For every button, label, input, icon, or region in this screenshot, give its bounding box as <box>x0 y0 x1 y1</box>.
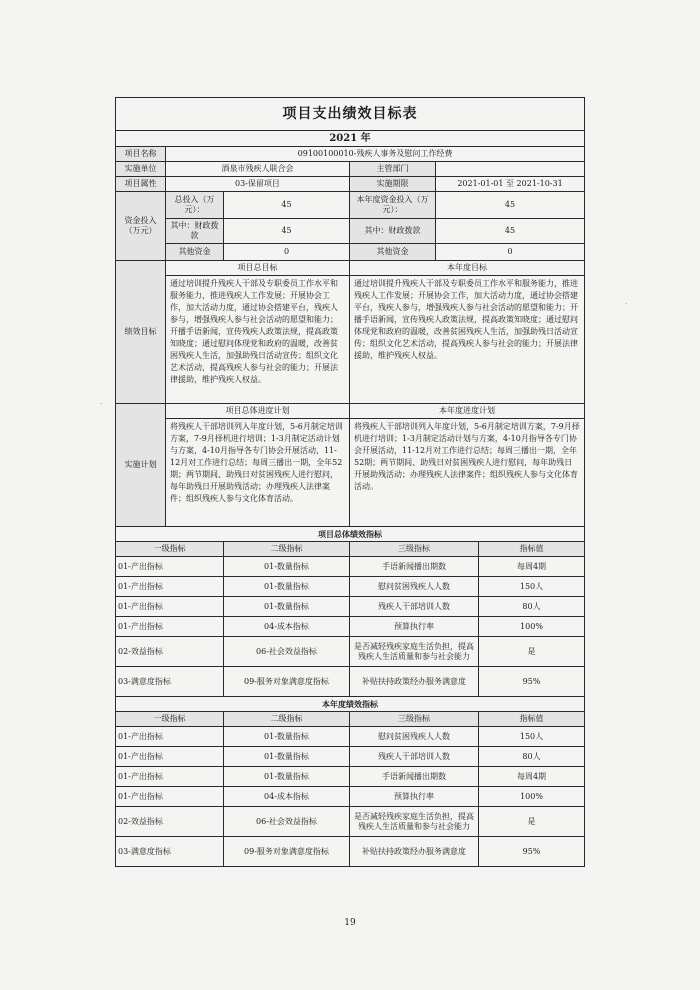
level2-cell: 01-数量指标 <box>224 767 350 787</box>
table-row <box>116 787 585 807</box>
value-cell: 是 <box>479 637 585 667</box>
col-level3: 三级指标 <box>350 712 479 727</box>
project-name-label: 项目名称 <box>116 147 166 162</box>
level2-cell: 01-数量指标 <box>224 727 350 747</box>
fiscal-appropriation-value: 45 <box>224 219 350 244</box>
supervising-dept-value <box>436 162 585 177</box>
funds-label: 资金投入（万元） <box>116 192 166 261</box>
level3-cell: 残疾人干部培训人数 <box>350 747 479 767</box>
annual-goal-heading: 本年度目标 <box>350 261 585 276</box>
annual-plan-text: 将残疾人干部培训列入年度计划，5-6月制定培训方案，7-9月择机进行培训；1-3月制定活动计划与方案，4-10月指导各专门协会开展活动，11-12月对工作进行总结；每周三播出一期，全年52期；两节期间、助残日对贫困残疾人进行慰问，每年助残日开展助残活动；办理残疾人法律案件；组织残疾人参与文化体育活动。 <box>350 419 585 527</box>
level2-cell: 06-社会效益指标 <box>224 637 350 667</box>
annual-fiscal-appropriation-label: 其中：财政拨款 <box>350 219 436 244</box>
level3-cell: 预算执行率 <box>350 617 479 637</box>
table-row <box>116 617 585 637</box>
level1-cell: 01-产出指标 <box>116 787 224 807</box>
col-level1: 一级指标 <box>116 712 224 727</box>
level2-cell: 01-数量指标 <box>224 747 350 767</box>
level3-cell: 残疾人干部培训人数 <box>350 597 479 617</box>
performance-target-sheet <box>115 97 584 867</box>
level1-cell: 01-产出指标 <box>116 767 224 787</box>
supervising-dept-label: 主管部门 <box>350 162 436 177</box>
other-funds-label: 其他资金 <box>166 244 224 261</box>
annual-goal-text: 通过培训提升残疾人干部及专职委员工作水平和服务能力，推进残疾人工作发展；开展协会工作，加大活动力度，通过协会搭建平台，残疾人参与，增强残疾人参与社会活动的愿望和能力；开播手语新闻，宣传残疾人政策法规，提高政策知晓度；通过慰问体现党和政府的温暖，改善贫困残疾人生活，加强助残日活动宣传；组织文化艺术活动，提高残疾人参与社会的能力；开展法律援助，维护残疾人权益。 <box>350 276 585 404</box>
level1-cell: 01-产出指标 <box>116 597 224 617</box>
value-cell: 150人 <box>479 577 585 597</box>
col-level3: 三级指标 <box>350 542 479 557</box>
period-label: 实施期限 <box>350 177 436 192</box>
level2-cell: 06-社会效益指标 <box>224 807 350 837</box>
col-target-value: 指标值 <box>479 712 585 727</box>
table-row <box>116 637 585 667</box>
value-cell: 是 <box>479 807 585 837</box>
level2-cell: 09-服务对象满意度指标 <box>224 667 350 697</box>
total-investment-label: 总投入（万元）： <box>166 192 224 219</box>
implementation-plan-label: 实施计划 <box>116 404 166 527</box>
project-name-value: 09100100010-残疾人事务及慰问工作经费 <box>166 147 585 162</box>
level1-cell: 01-产出指标 <box>116 617 224 637</box>
annual-indicators-heading: 本年度绩效指标 <box>116 697 585 712</box>
overall-indicators-heading: 项目总体绩效指标 <box>116 527 585 542</box>
value-cell: 95% <box>479 667 585 697</box>
table-row <box>116 747 585 767</box>
level3-cell: 补贴扶持政策经办服务满意度 <box>350 667 479 697</box>
level2-cell: 04-成本指标 <box>224 617 350 637</box>
project-attribute-value: 03-保留项目 <box>166 177 350 192</box>
value-cell: 80人 <box>479 747 585 767</box>
level2-cell: 01-数量指标 <box>224 577 350 597</box>
table-row <box>116 837 585 867</box>
value-cell: 每周4期 <box>479 767 585 787</box>
page-title: 项目支出绩效目标表 <box>116 98 585 131</box>
col-level2: 二级指标 <box>224 542 350 557</box>
value-cell: 95% <box>479 837 585 867</box>
level2-cell: 04-成本指标 <box>224 787 350 807</box>
level3-cell: 手语新闻播出期数 <box>350 767 479 787</box>
annual-fiscal-appropriation-value: 45 <box>436 219 585 244</box>
table-row <box>116 597 585 617</box>
level3-cell: 补贴扶持政策经办服务满意度 <box>350 837 479 867</box>
overall-plan-heading: 项目总体进度计划 <box>166 404 350 419</box>
col-level1: 一级指标 <box>116 542 224 557</box>
level1-cell: 02-效益指标 <box>116 637 224 667</box>
level1-cell: 01-产出指标 <box>116 577 224 597</box>
col-target-value: 指标值 <box>479 542 585 557</box>
level1-cell: 02-效益指标 <box>116 807 224 837</box>
total-investment-value: 45 <box>224 192 350 219</box>
value-cell: 150人 <box>479 727 585 747</box>
overall-plan-text: 将残疾人干部培训列入年度计划，5-6月制定培训方案，7-9月择机进行培训；1-3月制定活动计划与方案，4-10月指导各专门协会开展活动，11-12月对工作进行总结；每周三播出一期，全年52期；两节期间、助残日对贫困残疾人进行慰问，每年助残日开展助残活动；办理残疾人法律案件；组织残疾人参与文化体育活动。 <box>166 419 350 527</box>
annual-investment-value: 45 <box>436 192 585 219</box>
period-value: 2021-01-01 至 2021-10-31 <box>436 177 585 192</box>
table-row <box>116 807 585 837</box>
level1-cell: 01-产出指标 <box>116 557 224 577</box>
level1-cell: 03-满意度指标 <box>116 837 224 867</box>
table-row <box>116 727 585 747</box>
table-row <box>116 667 585 697</box>
annual-investment-label: 本年度资金投入（万元）： <box>350 192 436 219</box>
project-attribute-label: 项目属性 <box>116 177 166 192</box>
overall-goal-heading: 项目总目标 <box>166 261 350 276</box>
annual-other-funds-value: 0 <box>436 244 585 261</box>
table-row <box>116 767 585 787</box>
fiscal-appropriation-label: 其中：财政拨款 <box>166 219 224 244</box>
value-cell: 80人 <box>479 597 585 617</box>
implementing-unit-value: 酒泉市残疾人联合会 <box>166 162 350 177</box>
table-row <box>116 577 585 597</box>
level3-cell: 手语新闻播出期数 <box>350 557 479 577</box>
level2-cell: 09-服务对象满意度指标 <box>224 837 350 867</box>
level2-cell: 01-数量指标 <box>224 557 350 577</box>
overall-goal-text: 通过培训提升残疾人干部及专职委员工作水平和服务能力，推进残疾人工作发展；开展协会工作，加大活动力度，通过协会搭建平台，残疾人参与，增强残疾人参与社会活动的愿望和能力；开播手语新闻，宣传残疾人政策法规，提高政策知晓度；通过慰问体现党和政府的温暖，改善贫困残疾人生活，加强助残日活动宣传；组织文化艺术活动，提高残疾人参与社会的能力；开展法律援助，维护残疾人权益。 <box>166 276 350 404</box>
level1-cell: 03-满意度指标 <box>116 667 224 697</box>
level3-cell: 慰问贫困残疾人人数 <box>350 577 479 597</box>
year-heading: 2021 年 <box>116 131 585 147</box>
level3-cell: 是否减轻残疾家庭生活负担，提高残疾人生活质量和参与社会能力 <box>350 807 479 837</box>
level3-cell: 预算执行率 <box>350 787 479 807</box>
col-level2: 二级指标 <box>224 712 350 727</box>
level3-cell: 慰问贫困残疾人人数 <box>350 727 479 747</box>
implementing-unit-label: 实施单位 <box>116 162 166 177</box>
other-funds-value: 0 <box>224 244 350 261</box>
scan-speck: · <box>100 400 103 408</box>
scan-speck: · <box>625 300 628 308</box>
table-row <box>116 557 585 577</box>
performance-table <box>115 97 585 867</box>
page-number: 19 <box>344 918 356 928</box>
level2-cell: 01-数量指标 <box>224 597 350 617</box>
level1-cell: 01-产出指标 <box>116 727 224 747</box>
level3-cell: 是否减轻残疾家庭生活负担，提高残疾人生活质量和参与社会能力 <box>350 637 479 667</box>
annual-plan-heading: 本年度进度计划 <box>350 404 585 419</box>
value-cell: 100% <box>479 787 585 807</box>
performance-goals-label: 绩效目标 <box>116 261 166 404</box>
annual-other-funds-label: 其他资金 <box>350 244 436 261</box>
value-cell: 每周4期 <box>479 557 585 577</box>
value-cell: 100% <box>479 617 585 637</box>
level1-cell: 01-产出指标 <box>116 747 224 767</box>
